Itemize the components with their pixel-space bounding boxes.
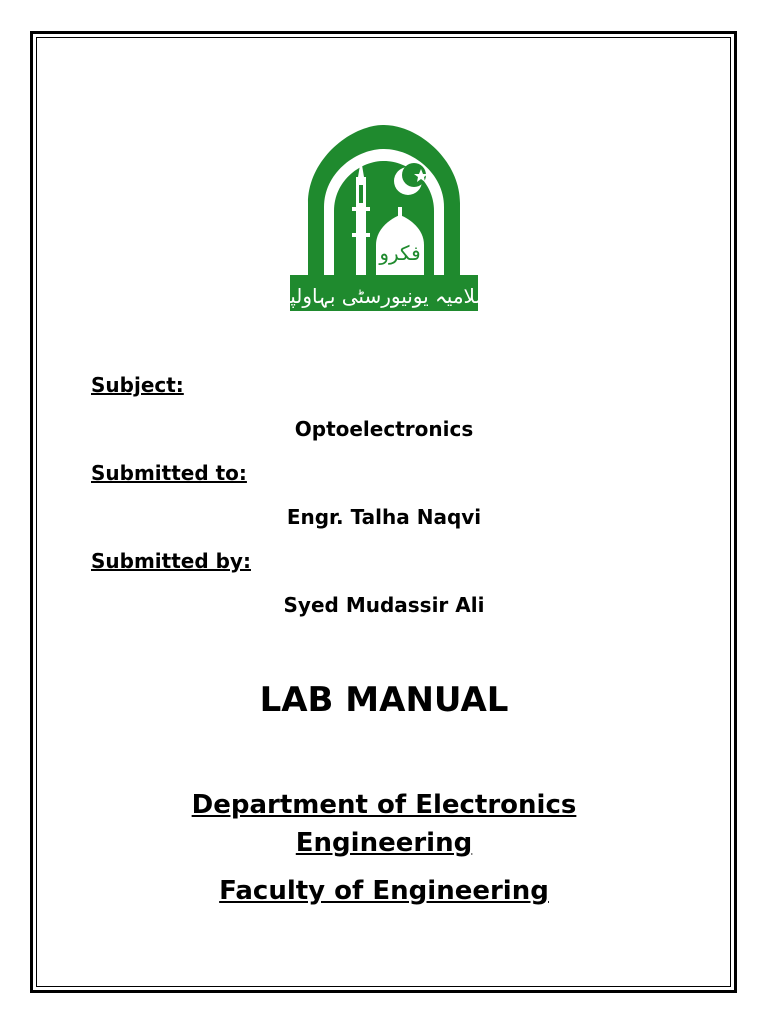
subject-value xyxy=(0,417,768,441)
document-title: LAB MANUAL xyxy=(259,680,509,720)
submitted-by-value xyxy=(0,593,768,617)
emblem-calligraphy: فکرو xyxy=(379,241,421,265)
submitted-to-value-text: Engr. Talha Naqvi xyxy=(286,505,482,529)
faculty-heading xyxy=(0,872,768,910)
submitted-by-value-text: Syed Mudassir Ali xyxy=(283,593,485,617)
logo-urdu-text: اسلامیہ یونیورسٹی بہاولپور xyxy=(270,284,498,308)
submitted-to-value xyxy=(0,505,768,529)
submitted-by-label: Submitted by: xyxy=(91,549,251,573)
subject-value-text: Optoelectronics xyxy=(294,417,474,441)
university-logo xyxy=(270,125,498,311)
department-heading xyxy=(0,786,768,862)
submitted-to-label: Submitted to: xyxy=(91,461,247,485)
faculty-text: Faculty of Engineering xyxy=(219,876,549,906)
department-line-1: Department of Electronics xyxy=(191,790,577,820)
department-line-2: Engineering xyxy=(295,828,473,858)
subject-label: Subject: xyxy=(91,373,184,397)
